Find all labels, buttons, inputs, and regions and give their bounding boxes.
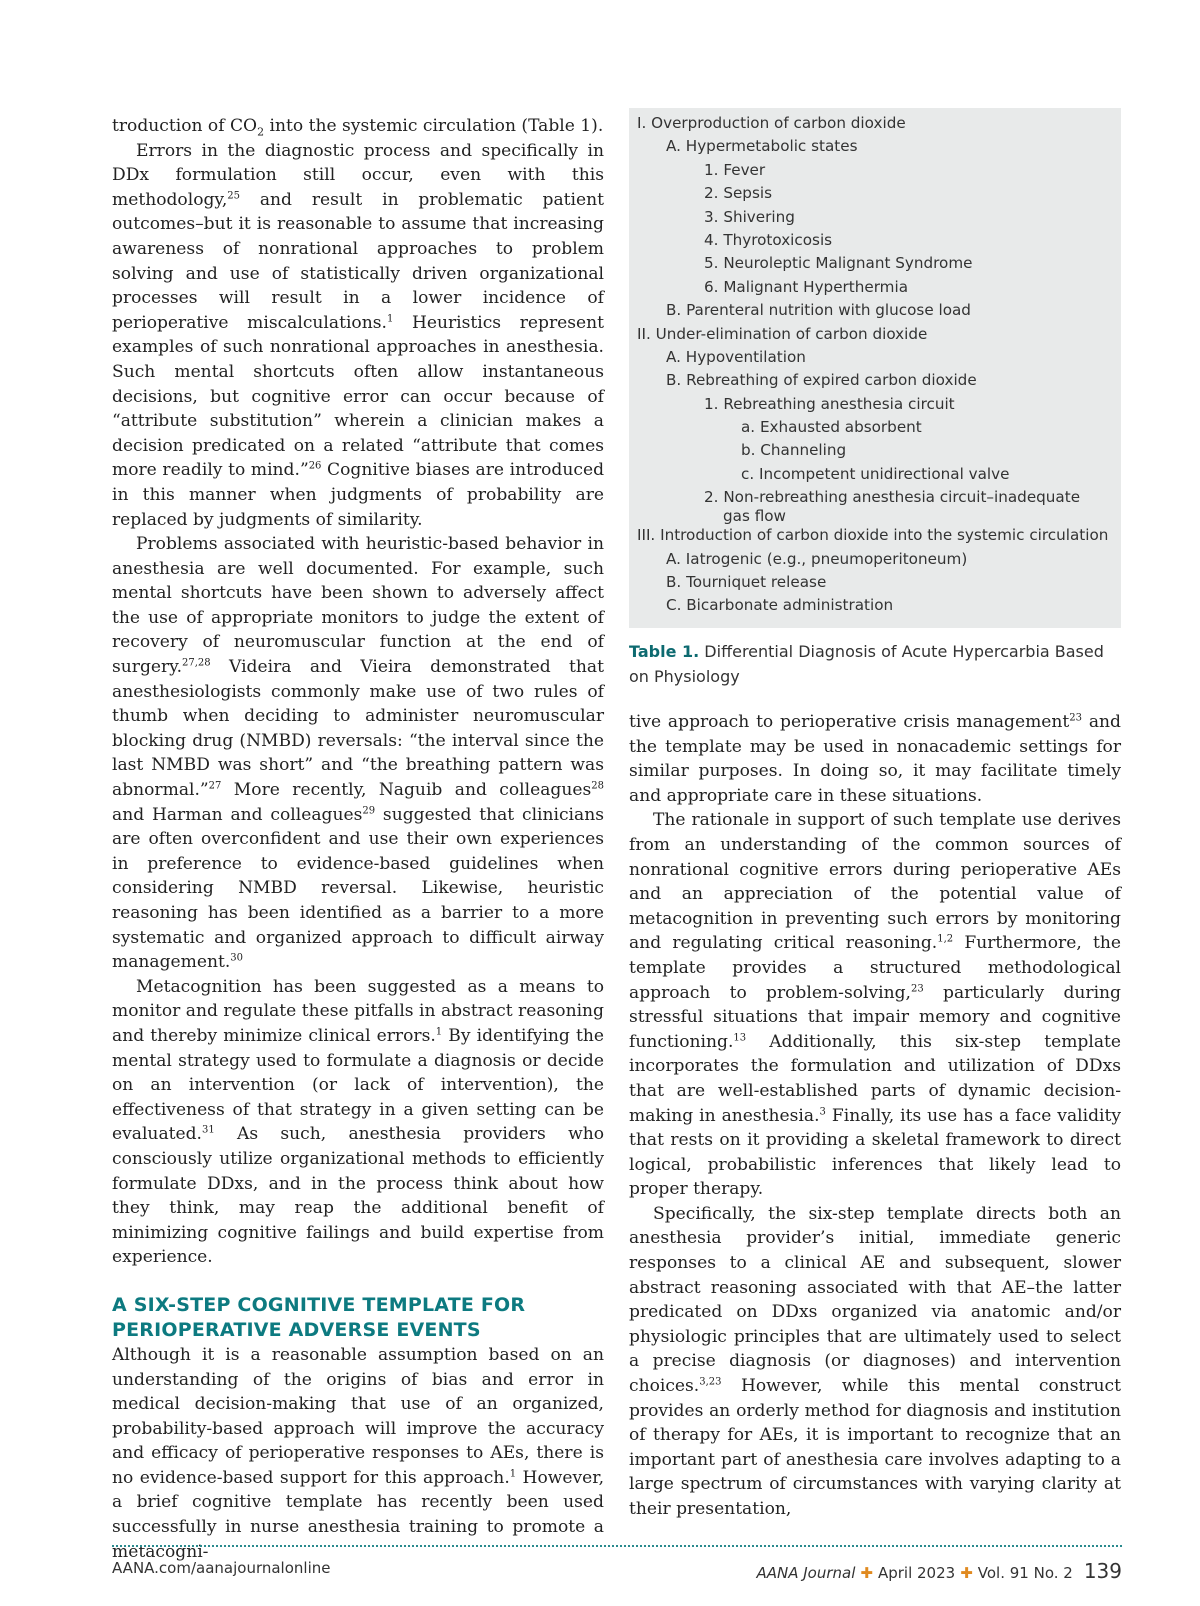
- table-row: B. Rebreathing of expired carbon dioxide: [666, 371, 977, 390]
- page-number: 139: [1083, 1559, 1122, 1583]
- issue-date: April 2023: [877, 1564, 956, 1582]
- paragraph: Specifically, the six-step template directs both an anesthesia provider’s initial, immediate generic responses to a clinical AE and subsequent, slower abstract reasoning associated with that AE–the latter predicated on DDxs organized via anatomic and/or physiologic principles that are ultimately used to select a precise diagnosis (or diagnoses) and intervention choices.$^{3,23}$ However, while this mental construct provides an orderly method for diagnosis and institution of therapy for AEs, it is important to recognize that an important part of anesthesia care involves adapting to a large spectrum of circumstances with varying clarity at their presentation,: [629, 1203, 1121, 1519]
- table-row: 5. Neuroleptic Malignant Syndrome: [704, 254, 973, 273]
- table-row: B. Tourniquet release: [666, 573, 827, 592]
- table-row: B. Parenteral nutrition with glucose load: [666, 301, 971, 320]
- table-row: b. Channeling: [741, 441, 847, 460]
- footer-citation: [756, 1559, 1122, 1583]
- paragraph: Problems associated with heuristic-based behavior in anesthesia are well documented. For example, such mental shortcuts have been shown to adversely affect the use of appropriate monitors to judge the extent of recovery of neuromuscular function at the end of surgery.$^{27,28}$ Videira and Vieira demonstrated that anesthesiologists commonly make use of two rules of thumb when deciding to administer neuromuscular blocking drug (NMBD) reversals: “the interval since the last NMBD was short” and “the breathing pattern was abnormal.”$^{27}$ More recently, Naguib and colleagues$^{28}$ and Harman and colleagues$^{29}$ suggested that clinicians are often overconfident and use their own experiences in preference to evidence-based guidelines when considering NMBD reversal. Likewise, heuristic reasoning has been identified as a barrier to a more systematic and organized approach to difficult airway management.$^{30}$: [112, 534, 604, 973]
- table-row: 1. Rebreathing anesthesia circuit: [704, 394, 955, 413]
- plus-separator-icon: ✚: [860, 1564, 873, 1582]
- volume-issue: Vol. 91 No. 2: [977, 1564, 1073, 1582]
- paragraph: tive approach to perioperative crisis management$^{23}$ and the template may be used in nonacademic settings for similar purposes. In doing so, it may facilitate timely and appropriate care in these situations.: [629, 712, 1121, 806]
- table-row: a. Exhausted absorbent: [741, 418, 922, 437]
- table-row: II. Under-elimination of carbon dioxide: [637, 324, 928, 343]
- plus-separator-icon: ✚: [960, 1564, 973, 1582]
- paragraph: troduction of $CO_2$ into the systemic circulation (Table 1).: [112, 116, 604, 139]
- table-row: III. Introduction of carbon dioxide into the systemic circulation: [637, 526, 1109, 545]
- right-column: [629, 710, 1121, 1522]
- table-row: 2. Sepsis: [704, 184, 772, 203]
- footer-divider: [112, 1545, 1122, 1547]
- paragraph: Metacognition has been suggested as a means to monitor and regulate these pitfalls in abstract reasoning and thereby minimize clinical errors.$^1$ By identifying the mental strategy used to formulate a diagnosis or decide on an intervention (or lack of intervention), the effectiveness of that strategy in a given setting can be evaluated.$^{31}$ As such, anesthesia providers who consciously utilize organizational methods to efficiently formulate DDxs, and in the process think about how they think, may reap the additional benefit of minimizing cognitive failings and build expertise from experience.: [112, 976, 604, 1268]
- table-row: c. Incompetent unidirectional valve: [741, 464, 1010, 483]
- table-row: 2. Non-rebreathing anesthesia circuit–inadequate gas flow: [704, 488, 1081, 526]
- paragraph: Although it is a reasonable assumption based on an understanding of the origins of bias and error in medical decision-making that use of an organized, probability-based approach will improve the accuracy and efficacy of perioperative responses to AEs, there is no evidence-based support for this approach.$^1$ However, a brief cognitive template has recently been used successfully in nurse anesthesia training to promote a metacogni-: [112, 1344, 604, 1562]
- table-row: 1. Fever: [704, 160, 766, 179]
- table-1: [629, 108, 1121, 628]
- table-row: C. Bicarbonate administration: [666, 596, 894, 615]
- section-heading: A SIX-STEP COGNITIVE TEMPLATE FOR PERIOPERATIVE ADVERSE EVENTS: [112, 1293, 526, 1341]
- table-row: 4. Thyrotoxicosis: [704, 230, 833, 249]
- table-row: 3. Shivering: [704, 207, 795, 226]
- footer-url[interactable]: AANA.com/aanajournalonline: [112, 1559, 331, 1577]
- journal-name: AANA Journal: [756, 1564, 856, 1582]
- left-column: [112, 114, 604, 1564]
- table-caption: Table 1. Differential Diagnosis of Acute Hypercarbia Based on Physiology: [629, 642, 1104, 686]
- paragraph: The rationale in support of such template use derives from an understanding of the common sources of nonrational cognitive errors during perioperative AEs and an appreciation of the potential value of metacognition in preventing such errors by monitoring and regulating critical reasoning.$^{1,2}$ Furthermore, the template provides a structured methodological approach to problem-solving,$^{23}$ particularly during stressful situations that impair memory and cognitive functioning.$^{13}$ Additionally, this six-step template incorporates the formulation and utilization of DDxs that are well-established parts of dynamic decision-making in anesthesia.$^3$ Finally, its use has a face validity that rests on it providing a skeletal framework to direct logical, probabilistic inferences that likely lead to proper therapy.: [629, 810, 1121, 1200]
- table-row: A. Hypermetabolic states: [666, 137, 858, 156]
- table-row: 6. Malignant Hyperthermia: [704, 277, 909, 296]
- paragraph: Errors in the diagnostic process and specifically in DDx formulation still occur, even with this methodology,$^{25}$ and result in problematic patient outcomes–but it is reasonable to assume that increasing awareness of nonrational approaches to problem solving and use of statistically driven organizational processes will result in a lower incidence of perioperative miscalculations.$^1$ Heuristics represent examples of such nonrational approaches in anesthesia. Such mental shortcuts often allow instantaneous decisions, but cognitive error can occur because of “attribute substitution” wherein a clinician makes a decision predicated on a related “attribute that comes more readily to mind.”$^{26}$ Cognitive biases are introduced in this manner when judgments of probability are replaced by judgments of similarity.: [112, 140, 605, 530]
- table-row: I. Overproduction of carbon dioxide: [637, 114, 906, 132]
- table-row: A. Hypoventilation: [666, 347, 806, 366]
- table-row: A. Iatrogenic (e.g., pneumoperitoneum): [666, 549, 968, 568]
